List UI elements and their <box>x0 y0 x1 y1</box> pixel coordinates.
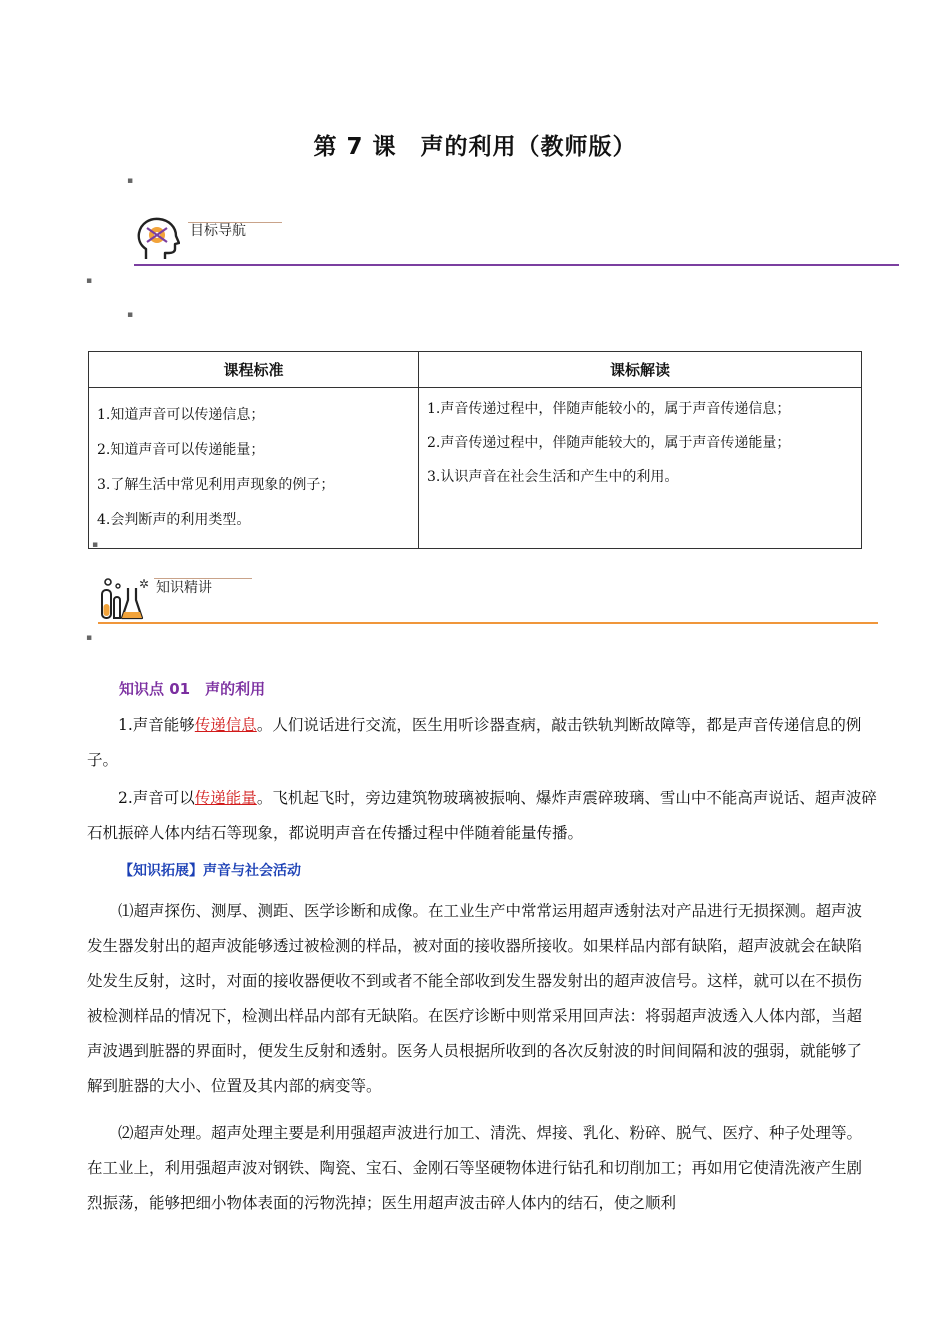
section-label-knowledge: 知识精讲 <box>156 580 212 596</box>
section-underline <box>154 578 252 579</box>
list-item: 2.知道声音可以传递能量； <box>97 442 265 458</box>
paragraph-mark: ▪ <box>86 633 93 643</box>
head-gear-icon <box>136 215 180 263</box>
paragraph-3: ⑴超声探伤、测厚、测距、医学诊断和成像。在工业生产中常常运用超声透射法对产品进行无损探测。超声波发生器发射出的超声波能够透过被检测的样品，被对面的接收器所接收。如果样品内部有缺陷，超声波就会在缺陷处发生反射，这时，对面的接收器便收不到或者不能全部收到发生器发射出的超声波信号。这样，就可以在不损伤被检测样品的情况下，检测出样品内部有无缺陷。在医疗诊断中则常采用回声法：将弱超声波透入人体内部，当超声波遇到脏器的界面时，便发生反射和透射。医务人员根据所收到的各次反射波的时间间隔和波的强弱，就能够了解到脏器的大小、位置及其内部的病变等。 <box>87 902 863 1095</box>
keyword-highlight: 传递信息 <box>194 716 257 734</box>
text-run: 1.声音能够 <box>118 716 195 734</box>
extension-title: 【知识拓展】声音与社会活动 <box>119 863 301 879</box>
paragraph-mark: ▪ <box>127 176 134 186</box>
list-item: 4.会判断声的利用类型。 <box>97 512 251 528</box>
list-item: 3.认识声音在社会生活和产生中的利用。 <box>427 469 679 485</box>
gear-icon: ✲ <box>139 577 150 591</box>
section-divider-orange <box>98 622 878 624</box>
paragraph-1 <box>87 708 877 778</box>
section-divider-purple <box>134 264 899 266</box>
table-header-standard: 课程标准 <box>89 352 419 388</box>
section-label-goals: 目标导航 <box>190 223 246 239</box>
paragraph-4: ⑵超声处理。超声处理主要是利用强超声波进行加工、清洗、焊接、乳化、粉碎、脱气、医疗、种子处理等。在工业上，利用强超声波对钢铁、陶瓷、宝石、金刚石等坚硬物体进行钻孔和切削加工；再如用它使清洗液产生剧烈振荡，能够把细小物体表面的污物洗掉；医生用超声波击碎人体内的结石，使之顺利 <box>87 1124 863 1212</box>
text-run: 2.声音可以 <box>118 789 195 807</box>
curriculum-table <box>88 351 862 549</box>
table-cell-standards <box>89 388 419 549</box>
paragraph-mark: ▪ <box>92 540 99 550</box>
section-underline <box>188 222 282 223</box>
knowledge-point-title: 知识点 01 声的利用 <box>119 680 266 698</box>
list-item: 2.声音传递过程中，伴随声能较大的，属于声音传递能量； <box>427 435 791 451</box>
paragraph-mark: ▪ <box>127 310 134 320</box>
list-item: 3.了解生活中常见利用声现象的例子； <box>97 477 335 493</box>
table-header-interpretation: 课标解读 <box>419 352 862 388</box>
list-item: 1.声音传递过程中，伴随声能较小的，属于声音传递信息； <box>427 401 791 417</box>
paragraph-mark: ▪ <box>86 276 93 286</box>
text-run: 。人们说话进行交流，医生用听诊器查病，敲击铁轨判断故障等，都是声音传递信息的例子。 <box>87 716 862 769</box>
page-title: 第 7 课 声的利用（教师版） <box>313 134 637 160</box>
keyword-highlight: 传递能量 <box>194 789 257 807</box>
text-run: 。飞机起飞时，旁边建筑物玻璃被振响、爆炸声震碎玻璃、雪山中不能高声说话、超声波碎石机振碎人体内结石等现象，都说明声音在传播过程中伴随着能量传播。 <box>87 789 877 842</box>
table-cell-interpretation <box>419 388 862 549</box>
paragraph-2 <box>87 781 877 851</box>
list-item: 1.知道声音可以传递信息； <box>97 407 265 423</box>
